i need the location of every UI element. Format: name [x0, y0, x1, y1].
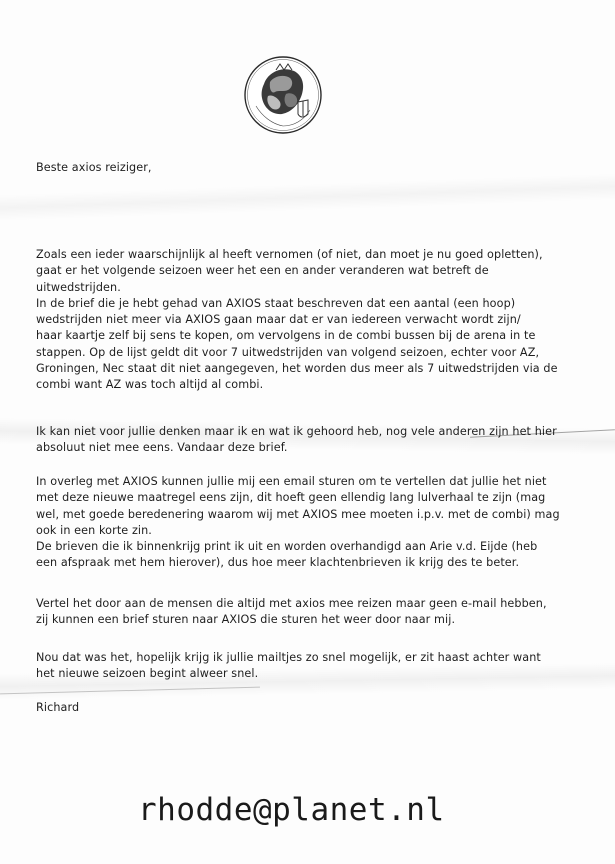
text-line: wedstrijden niet meer via AXIOS gaan maar dat er van iedereen verwacht wordt zijn/: [36, 313, 521, 327]
text-line: het nieuwe seizoen begint alweer snel.: [36, 667, 259, 681]
paragraph-4: [36, 596, 596, 629]
greeting-line: Beste axios reiziger,: [36, 161, 152, 174]
paragraph-5: [36, 650, 596, 683]
text-line: uitwedstrijden.: [36, 280, 121, 294]
text-line: ook in een korte zin.: [36, 523, 152, 537]
text-line: absoluut niet mee eens. Vandaar deze brief.: [36, 441, 288, 455]
letter-signature: [36, 700, 596, 716]
text-line: Vertel het door aan de mensen die altijd met axios mee reizen maar geen e-mail hebben,: [36, 597, 547, 610]
text-line: In overleg met AXIOS kunnen jullie mij een email sturen om te vertellen dat jullie het niet: [36, 475, 547, 488]
text-line: combi want AZ was toch altijd al combi.: [36, 378, 264, 392]
paragraph-2: [36, 424, 596, 457]
text-line: haar kaartje zelf bij sens te kopen, om vervolgens in de combi bussen bij de arena in te: [36, 329, 536, 343]
text-line: Nou dat was het, hopelijk krijg ik jullie mailtjes zo snel mogelijk, er zit haast achter want: [36, 651, 541, 664]
text-line: Ik kan niet voor jullie denken maar ik en wat ik gehoord heb, nog vele anderen zijn het hier: [36, 425, 557, 438]
text-line: De brieven die ik binnenkrijg print ik uit en worden overhandigd aan Arie v.d. Eijde (heb: [36, 540, 538, 554]
paper-crease: [0, 687, 260, 695]
text-line: Zoals een ieder waarschijnlijk al heeft vernomen (of niet, dan moet je nu goed opletten),: [36, 248, 543, 261]
letter-greeting: [36, 160, 596, 176]
text-line: gaat er het volgende seizoen weer het een en ander veranderen wat betreft de: [36, 264, 489, 278]
ajax-club-emblem-icon: [242, 54, 324, 136]
text-line: In de brief die je hebt gehad van AXIOS staat beschreven dat een aantal (een hoop): [36, 296, 516, 310]
contact-email: rhodde@planet.nl: [138, 792, 445, 828]
text-line: Groningen, Nec staat dit niet aangegeven, het worden dus meer als 7 uitwedstrijden via de: [36, 362, 558, 376]
paragraph-1: [36, 247, 596, 394]
signature-name: Richard: [36, 701, 80, 714]
text-line: met deze nieuwe maatregel eens zijn, dit hoeft geen ellendig lang lulverhaal te zijn (mag: [36, 491, 546, 505]
text-line: wel, met goede beredenering waarom wij met AXIOS mee moeten i.p.v. met de combi) mag: [36, 507, 560, 521]
paragraph-3: [36, 474, 596, 572]
text-line: stappen. Op de lijst geldt dit voor 7 uitwedstrijden van volgend seizoen, echter voor AZ,: [36, 345, 540, 359]
text-line: een afspraak met hem hierover), dus hoe meer klachtenbrieven ik krijg des te beter.: [36, 556, 520, 570]
text-line: zij kunnen een brief sturen naar AXIOS die sturen het weer door naar mij.: [36, 613, 456, 627]
